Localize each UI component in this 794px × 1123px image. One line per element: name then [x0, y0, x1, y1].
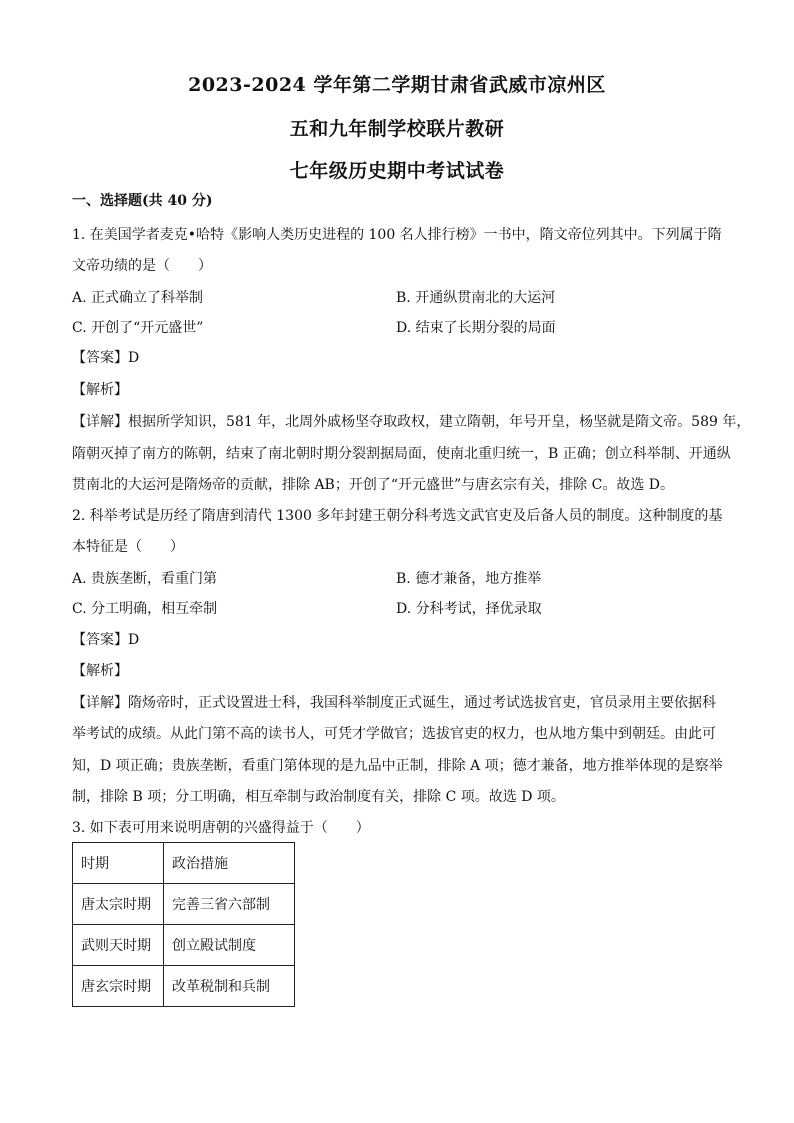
q1-detail-line3: 贯南北的大运河是隋炀帝的贡献，排除 AB；开创了“开元盛世”与唐玄宗有关，排除 C。故选 D。 — [72, 477, 674, 493]
table-cell: 唐玄宗时期 — [73, 966, 164, 1007]
q2-option-a: A. 贵族垄断，看重门第 — [72, 571, 218, 587]
q1-stem-line1: 1. 在美国学者麦克•哈特《影响人类历史进程的 100 名人排行榜》一书中，隋文帝位列其中。下列属于隋 — [72, 227, 722, 243]
q1-detail-line1: 【详解】根据所学知识，581 年，北周外戚杨坚夺取政权，建立隋朝，年号开皇，杨坚就是隋文帝。589 年， — [72, 414, 751, 430]
q2-detail-line1: 【详解】隋炀帝时，正式设置进士科，我国科举制度正式诞生，通过考试选拔官吏，官员录用主要依据科 — [72, 695, 716, 711]
q1-option-a: A. 正式确立了科举制 — [72, 290, 204, 306]
table-row — [73, 925, 295, 966]
table-cell: 改革税制和兵制 — [164, 966, 295, 1007]
q2-answer: 【答案】D — [72, 632, 140, 648]
table-row — [73, 966, 295, 1007]
q2-option-c: C. 分工明确，相互牵制 — [72, 601, 218, 617]
table-cell: 时期 — [73, 843, 164, 884]
table-cell: 创立殿试制度 — [164, 925, 295, 966]
q2-stem-line2: 本特征是（ ） — [72, 539, 184, 555]
q2-option-d: D. 分科考试，择优录取 — [396, 601, 542, 617]
q1-stem-line2: 文帝功绩的是（ ） — [72, 258, 212, 274]
table-cell: 武则天时期 — [73, 925, 164, 966]
table-cell: 政治措施 — [164, 843, 295, 884]
q2-detail-line4: 制，排除 B 项；分工明确，相互牵制与政治制度有关，排除 C 项。故选 D 项。 — [72, 789, 565, 805]
q2-analysis-label: 【解析】 — [72, 663, 128, 679]
q1-option-c: C. 开创了“开元盛世” — [72, 320, 204, 336]
q2-detail-line2: 举考试的成绩。从此门第不高的读书人，可凭才学做官；选拔官吏的权力，也从地方集中到朝廷。由此可 — [72, 726, 716, 742]
exam-title-line1: 2023-2024 学年第二学期甘肃省武威市凉州区 — [188, 74, 606, 96]
exam-title-line2: 五和九年制学校联片教研 — [289, 118, 505, 140]
q3-stem-line1: 3. 如下表可用来说明唐朝的兴盛得益于（ ） — [72, 820, 370, 836]
q1-option-d: D. 结束了长期分裂的局面 — [396, 320, 556, 336]
table-row — [73, 843, 295, 884]
q1-answer: 【答案】D — [72, 350, 140, 366]
q3-table — [72, 842, 295, 1007]
q2-detail-line3: 知，D 项正确；贵族垄断，看重门第体现的是九品中正制，排除 A 项；德才兼备，地方推举体现的是察举 — [72, 758, 723, 774]
q1-analysis-label: 【解析】 — [72, 382, 128, 398]
table-row — [73, 884, 295, 925]
table-cell: 唐太宗时期 — [73, 884, 164, 925]
q2-stem-line1: 2. 科举考试是历经了隋唐到清代 1300 多年封建王朝分科考选文武官吏及后备人员的制度。这种制度的基 — [72, 508, 723, 524]
q1-detail-line2: 隋朝灭掉了南方的陈朝，结束了南北朝时期分裂割据局面，使南北重归统一，B 正确；创立科举制、开通纵 — [72, 446, 731, 462]
q1-option-b: B. 开通纵贯南北的大运河 — [396, 290, 556, 306]
q2-option-b: B. 德才兼备，地方推举 — [396, 571, 542, 587]
section-heading: 一、选择题(共 40 分) — [72, 193, 213, 209]
table-cell: 完善三省六部制 — [164, 884, 295, 925]
exam-title-line3: 七年级历史期中考试试卷 — [289, 160, 505, 182]
